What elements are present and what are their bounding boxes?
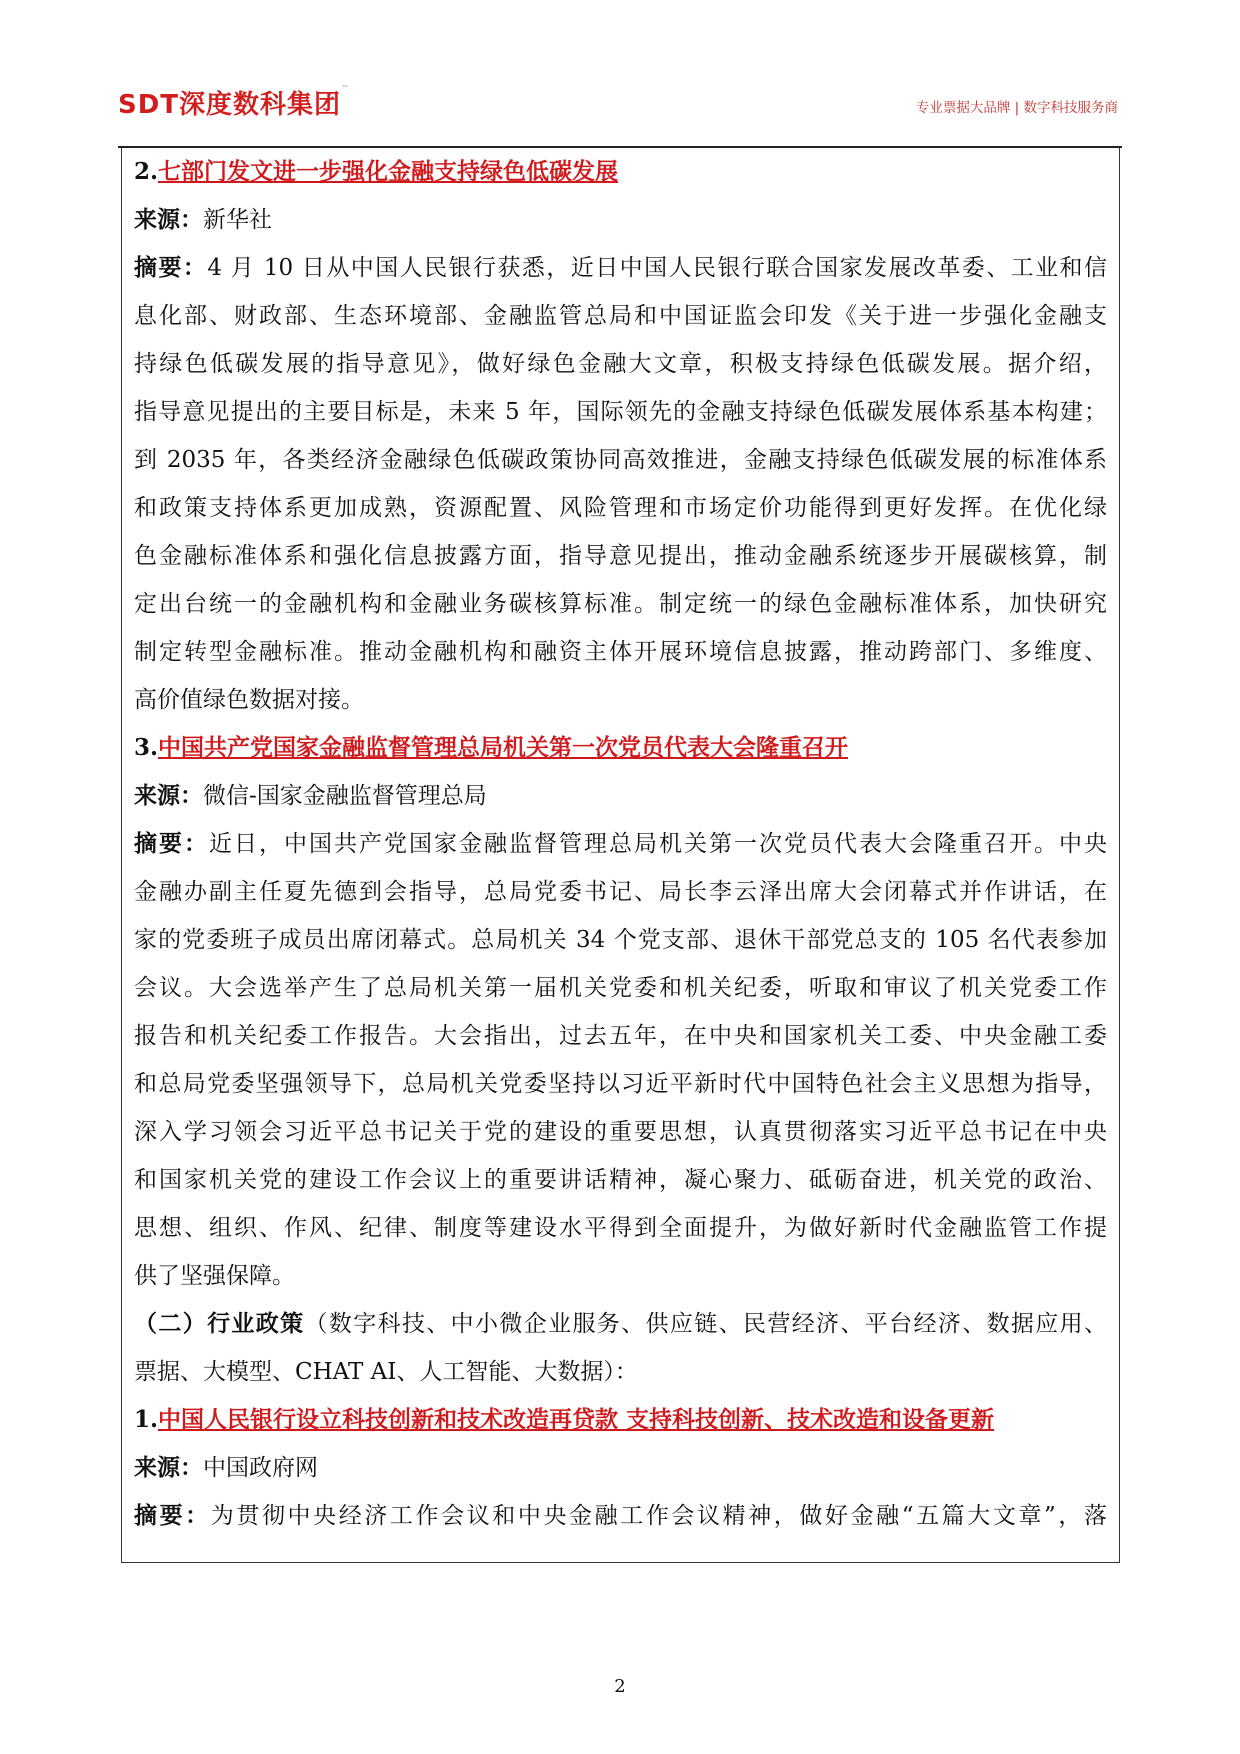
summary-line: 报告和机关纪委工作报告。大会指出，过去五年，在中央和国家机关工委、中央金融工委 [134, 1023, 1107, 1049]
summary-line: 和政策支持体系更加成熟，资源配置、风险管理和市场定价功能得到更好发挥。在优化绿 [134, 495, 1107, 521]
logo-prefix: SDT [118, 90, 180, 120]
summary-line: 持绿色低碳发展的指导意见》，做好绿色金融大文章，积极支持绿色低碳发展。据介绍， [134, 351, 1107, 377]
section-heading [134, 1300, 1107, 1348]
summary-line: 思想、组织、作风、纪律、制度等建设水平得到全面提升，为做好新时代金融监管工作提 [134, 1215, 1107, 1241]
source-value: 中国政府网 [203, 1455, 318, 1481]
summary-line [134, 820, 1107, 868]
summary-text: 4 月 10 日从中国人民银行获悉，近日中国人民银行联合国家发展改革委、工业和信 [207, 255, 1107, 281]
summary-line: 和总局党委坚强领导下，总局机关党委坚持以习近平新时代中国特色社会主义思想为指导， [134, 1071, 1107, 1097]
summary-line: 到 2035 年，各类经济金融绿色低碳政策协同高效推进，金融支持绿色低碳发展的标准体系 [134, 447, 1107, 473]
logo-name: 深度数科集团 [179, 90, 342, 120]
news-content-box [121, 148, 1120, 1563]
article-source [134, 196, 1107, 244]
summary-line [134, 1492, 1107, 1540]
section-title: （二）行业政策 [134, 1310, 305, 1337]
article-title-link[interactable]: 七部门发文进一步强化金融支持绿色低碳发展 [158, 158, 619, 185]
summary-label: 摘要： [134, 1502, 211, 1529]
summary-text: 近日，中国共产党国家金融监督管理总局机关第一次党员代表大会隆重召开。中央 [209, 831, 1107, 857]
article-source [134, 1444, 1107, 1492]
article-title-line [134, 148, 1107, 196]
article-source [134, 772, 1107, 820]
page-header [118, 80, 1122, 120]
summary-line: 家的党委班子成员出席闭幕式。总局机关 34 个党支部、退休干部党总支的 105 名代表参加 [134, 927, 1107, 953]
article-number: 2. [134, 158, 159, 185]
summary-label: 摘要： [134, 254, 208, 281]
summary-line: 高价值绿色数据对接。 [134, 687, 364, 713]
summary-line: 定出台统一的金融机构和金融业务碳核算标准。制定统一的绿色金融标准体系，加快研究 [134, 591, 1107, 617]
section-scope: （数字科技、中小微企业服务、供应链、民营经济、平台经济、数据应用、 [304, 1311, 1107, 1337]
summary-text: 为贯彻中央经济工作会议和中央金融工作会议精神，做好金融“五篇大文章”，落 [210, 1503, 1107, 1529]
summary-line: 金融办副主任夏先德到会指导，总局党委书记、局长李云泽出席大会闭幕式并作讲话，在 [134, 879, 1107, 905]
source-label: 来源： [134, 1454, 203, 1481]
source-value: 新华社 [203, 207, 272, 233]
page-number: 2 [614, 1676, 626, 1697]
header-slogan: 专业票据大品牌 | 数字科技服务商 [915, 100, 1118, 116]
summary-line: 制定转型金融标准。推动金融机构和融资主体开展环境信息披露，推动跨部门、多维度、 [134, 639, 1107, 665]
summary-line: 色金融标准体系和强化信息披露方面，指导意见提出，推动金融系统逐步开展碳核算，制 [134, 543, 1107, 569]
article-title-link[interactable]: 中国人民银行设立科技创新和技术改造再贷款 支持科技创新、技术改造和设备更新 [158, 1406, 995, 1433]
summary-line: 深入学习领会习近平总书记关于党的建设的重要思想，认真贯彻落实习近平总书记在中央 [134, 1119, 1107, 1145]
summary-line: 供了坚强保障。 [134, 1263, 295, 1289]
summary-label: 摘要： [134, 830, 209, 857]
article-title-line [134, 1396, 1107, 1444]
article-number: 1. [134, 1406, 159, 1433]
source-label: 来源： [134, 782, 203, 809]
article-number: 3. [134, 734, 159, 761]
summary-line: 指导意见提出的主要目标是，未来 5 年，国际领先的金融支持绿色低碳发展体系基本构建； [134, 399, 1107, 425]
section-heading-cont: 票据、大模型、CHAT AI、人工智能、大数据）： [134, 1359, 638, 1385]
source-value: 微信-国家金融监督管理总局 [203, 783, 487, 809]
summary-line: 和国家机关党的建设工作会议上的重要讲话精神，凝心聚力、砥砺奋进，机关党的政治、 [134, 1167, 1107, 1193]
source-label: 来源： [134, 206, 203, 233]
article-title-line [134, 724, 1107, 772]
company-logo [118, 84, 350, 121]
summary-line: 会议。大会选举产生了总局机关第一届机关党委和机关纪委，听取和审议了机关党委工作 [134, 975, 1107, 1001]
summary-line [134, 244, 1107, 292]
summary-line: 息化部、财政部、生态环境部、金融监管总局和中国证监会印发《关于进一步强化金融支 [134, 303, 1107, 329]
trademark-mark: ™ [341, 84, 351, 93]
article-title-link[interactable]: 中国共产党国家金融监督管理总局机关第一次党员代表大会隆重召开 [158, 734, 849, 761]
